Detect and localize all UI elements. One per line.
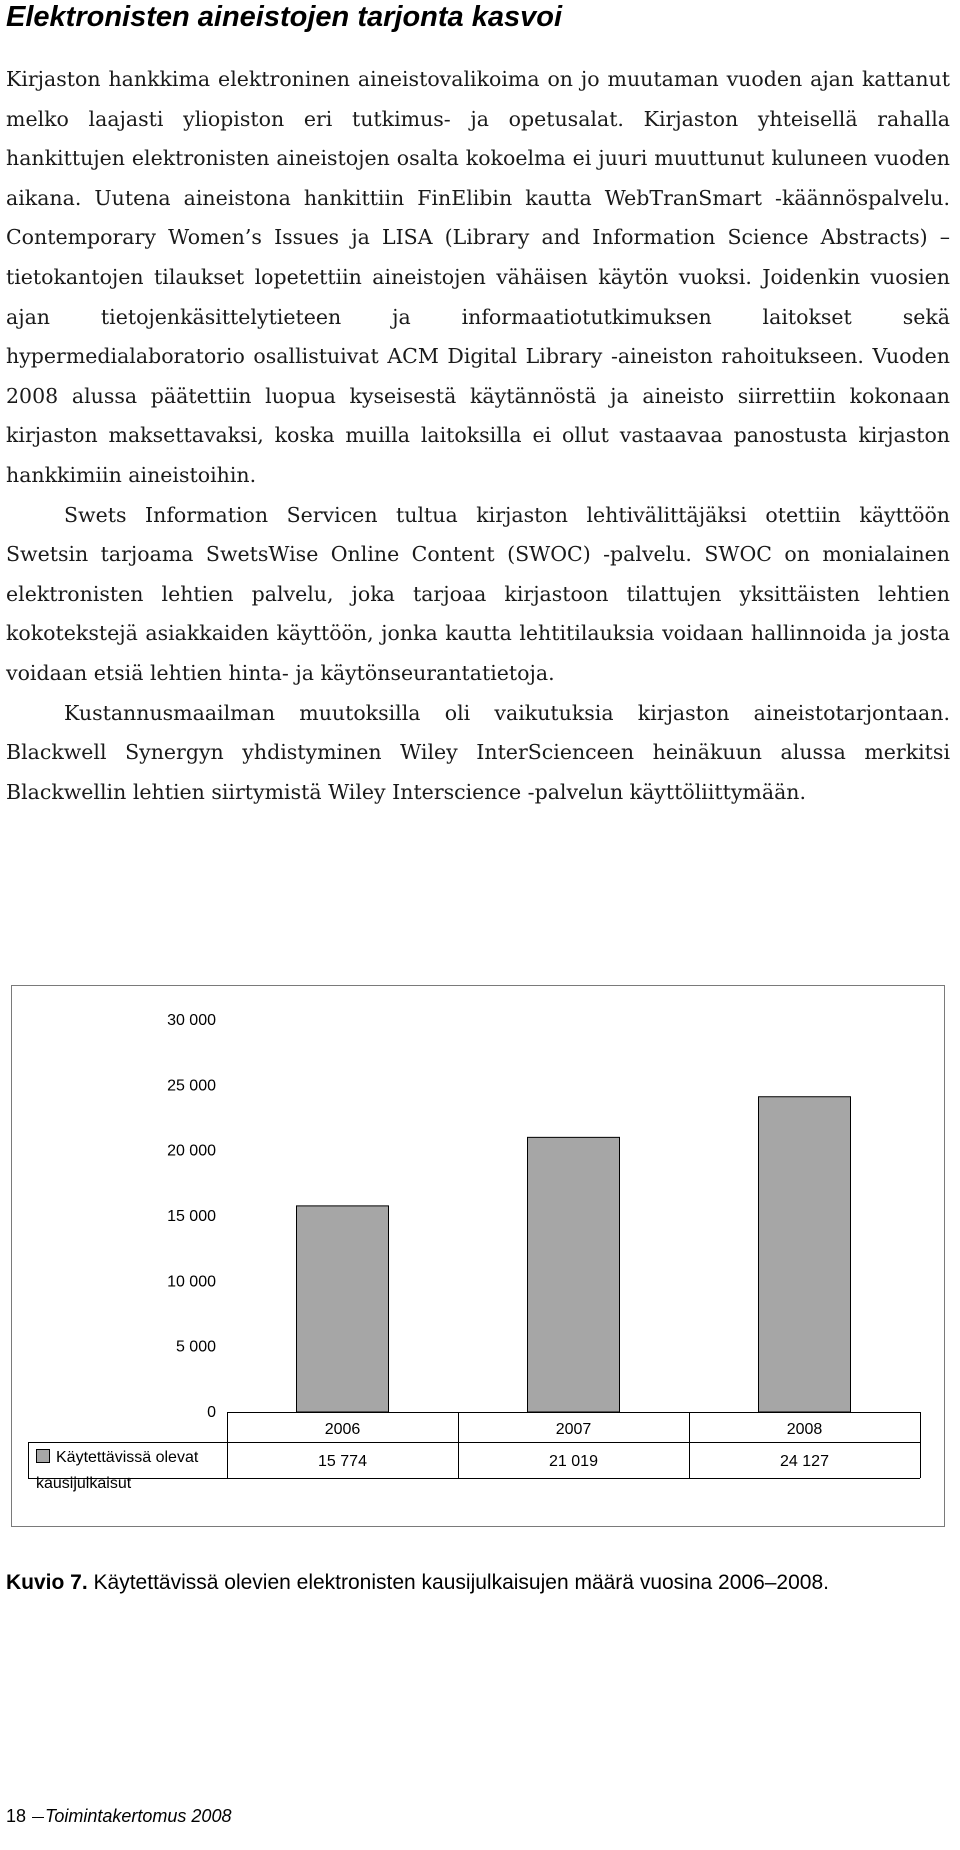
publication-title: Toimintakertomus 2008 [45, 1806, 232, 1826]
page-footer [6, 1806, 231, 1827]
legend-swatch [36, 1449, 50, 1463]
value-label: 24 127 [780, 1453, 829, 1470]
y-tick-label: 15 000 [167, 1208, 216, 1225]
category-label: 2008 [786, 1421, 823, 1438]
page-number: 18 [6, 1806, 27, 1826]
category-label: 2007 [555, 1421, 592, 1438]
category-label: 2006 [324, 1421, 361, 1438]
bar-2007 [528, 1137, 620, 1412]
figure-caption [6, 1568, 950, 1597]
footer-separator [32, 1817, 44, 1818]
value-label: 15 774 [318, 1453, 367, 1470]
y-tick-label: 20 000 [167, 1142, 216, 1160]
bar-2006 [297, 1206, 389, 1412]
legend-label: Käytettävissä olevat kausijulkaisut [36, 1449, 199, 1492]
bar-2008 [759, 1097, 851, 1412]
y-tick-label: 0 [207, 1404, 216, 1421]
chart-legend [36, 1445, 266, 1497]
paragraph-3: Kustannusmaailman muutoksilla oli vaikutuksia kirjaston aineistotarjontaan. Blackwell Synergyn yhdistyminen Wiley InterScienceen heinäkuun alussa merkitsi Blackwellin lehtien siirtymistä Wiley Interscience -palvelun käyttöliittymään. [6, 700, 950, 804]
caption-text: Käytettävissä olevien elektronisten kausijulkaisujen määrä vuosina 2006–2008. [93, 1571, 829, 1594]
section-heading: Elektronisten aineistojen tarjonta kasvoi [6, 1, 562, 33]
caption-label: Kuvio 7. [6, 1571, 88, 1594]
y-tick-label: 30 000 [167, 1012, 216, 1029]
paragraph-1: Kirjaston hankkima elektroninen aineistovalikoima on jo muutaman vuoden ajan kattanut melko laajasti yliopiston eri tutkimus- ja opetusalat. Kirjaston yhteisellä rahalla hankittujen elektronisten aineistojen osalta kokoelma ei juuri muuttunut kuluneen vuoden aikana. Uutena aineistona hankittiin FinElibin kautta WebTranSmart -käännöspalvelu. Contemporary Women’s Issues ja LISA (Library and Information Science Abstracts) – tietokantojen tilaukset lopetettiin aineistojen vähäisen käytön vuoksi. Joidenkin vuosien ajan tietojenkäsittelytieteen ja informaatiotutkimuksen laitokset sekä hypermedialaboratorio osallistuivat ACM Digital Library -aineiston rahoitukseen. Vuoden 2008 alussa päätettiin luopua kyseisestä käytännöstä ja aineisto siirrettiin kokonaan kirjaston maksettavaksi, koska muilla laitoksilla ei ollut vastaavaa panostusta kirjaston hankkimiin aineistoihin. [6, 67, 950, 487]
y-tick-label: 10 000 [167, 1273, 216, 1291]
value-label: 21 019 [549, 1453, 598, 1470]
y-tick-label: 5 000 [175, 1338, 216, 1356]
y-tick-label: 25 000 [167, 1077, 216, 1095]
paragraph-2: Swets Information Servicen tultua kirjaston lehtivälittäjäksi otettiin käyttöön Swetsin tarjoama SwetsWise Online Content (SWOC) -palvelu. SWOC on monialainen elektronisten lehtien palvelu, joka tarjoaa kirjastoon tilattujen yksittäisten lehtien kokotekstejä asiakkaiden käyttöön, jonka kautta lehtitilauksia voidaan hallinnoida ja josta voidaan etsiä lehtien hinta- ja käytönseurantatietoja. [6, 502, 950, 685]
